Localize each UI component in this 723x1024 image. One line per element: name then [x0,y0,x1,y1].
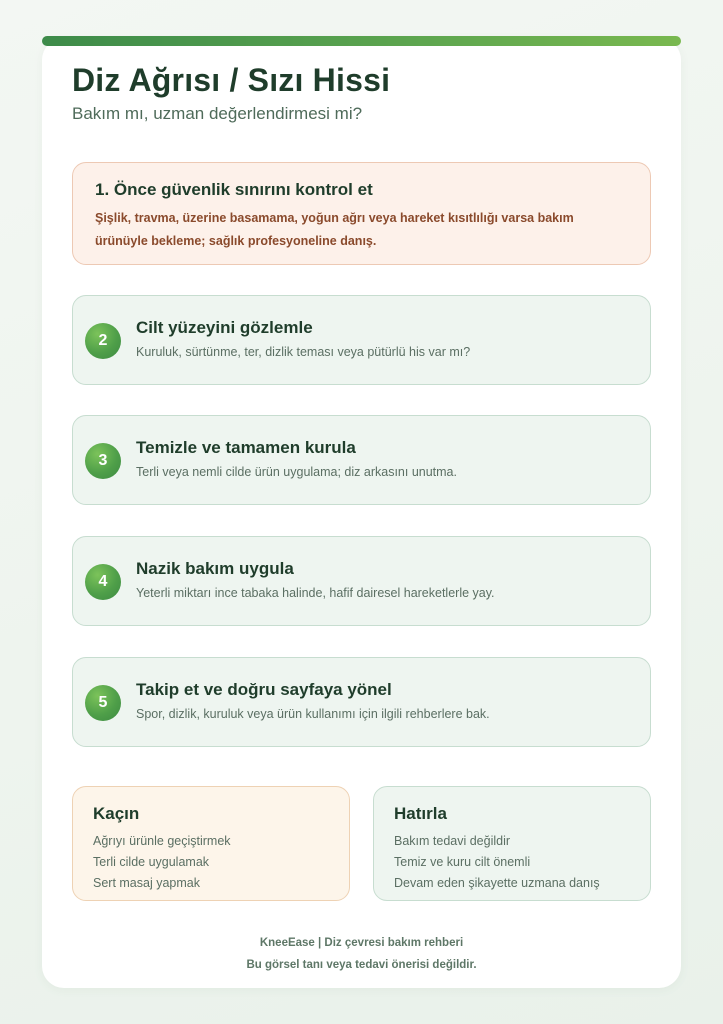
remember-item: Bakım tedavi değildir [394,834,511,848]
footer-brand-line: KneeEase | Diz çevresi bakım rehberi [259,937,464,949]
remember-item: Temiz ve kuru cilt önemli [394,855,531,869]
avoid-item: Terli cilde uygulamak [93,855,210,869]
step-number-badge: 5 [85,685,121,721]
footer-disclaimer: Bu görsel tanı veya tedavi önerisi değildir. [246,959,477,971]
step-description: Kuruluk, sürtünme, ter, dizlik teması veya pütürlü his var mı? [136,345,471,359]
avoid-item: Sert masaj yapmak [93,876,200,890]
remember-item: Devam eden şikayette uzmana danış [394,876,600,890]
avoid-list [93,831,231,894]
step-title: Takip et ve doğru sayfaya yönel [136,680,392,699]
safety-warning-title: 1. Önce güvenlik sınırını kontrol et [95,180,373,199]
safety-warning-box [72,162,651,265]
remember-box [373,786,651,901]
safety-warning-text: Şişlik, travma, üzerine basamama, yoğun ağrı veya hareket kısıtlılığı varsa bakım ürünüyle bekleme; sağlık profesyoneline danış. [95,211,574,248]
step-card [72,415,651,505]
step-number-badge: 3 [85,443,121,479]
avoid-title: Kaçın [93,804,140,823]
step-number-badge: 2 [85,323,121,359]
step-description: Terli veya nemli cilde ürün uygulama; diz arkasını unutma. [136,465,457,479]
remember-title: Hatırla [394,804,447,823]
step-number-badge: 4 [85,564,121,600]
accent-bar [42,36,681,46]
step-description: Spor, dizlik, kuruluk veya ürün kullanımı için ilgili rehberlere bak. [136,707,490,721]
step-description: Yeterli miktarı ince tabaka halinde, hafif dairesel hareketlerle yay. [136,586,495,600]
step-card [72,295,651,385]
page-title: Diz Ağrısı / Sızı Hissi [72,62,391,98]
page-subtitle: Bakım mı, uzman değerlendirmesi mi? [72,104,363,123]
avoid-item: Ağrıyı ürünle geçiştirmek [93,834,231,848]
avoid-box [72,786,350,901]
step-card [72,536,651,626]
remember-list [394,831,600,894]
step-title: Cilt yüzeyini gözlemle [136,318,313,337]
step-title: Nazik bakım uygula [136,559,294,578]
step-title: Temizle ve tamamen kurula [136,438,356,457]
step-card [72,657,651,747]
